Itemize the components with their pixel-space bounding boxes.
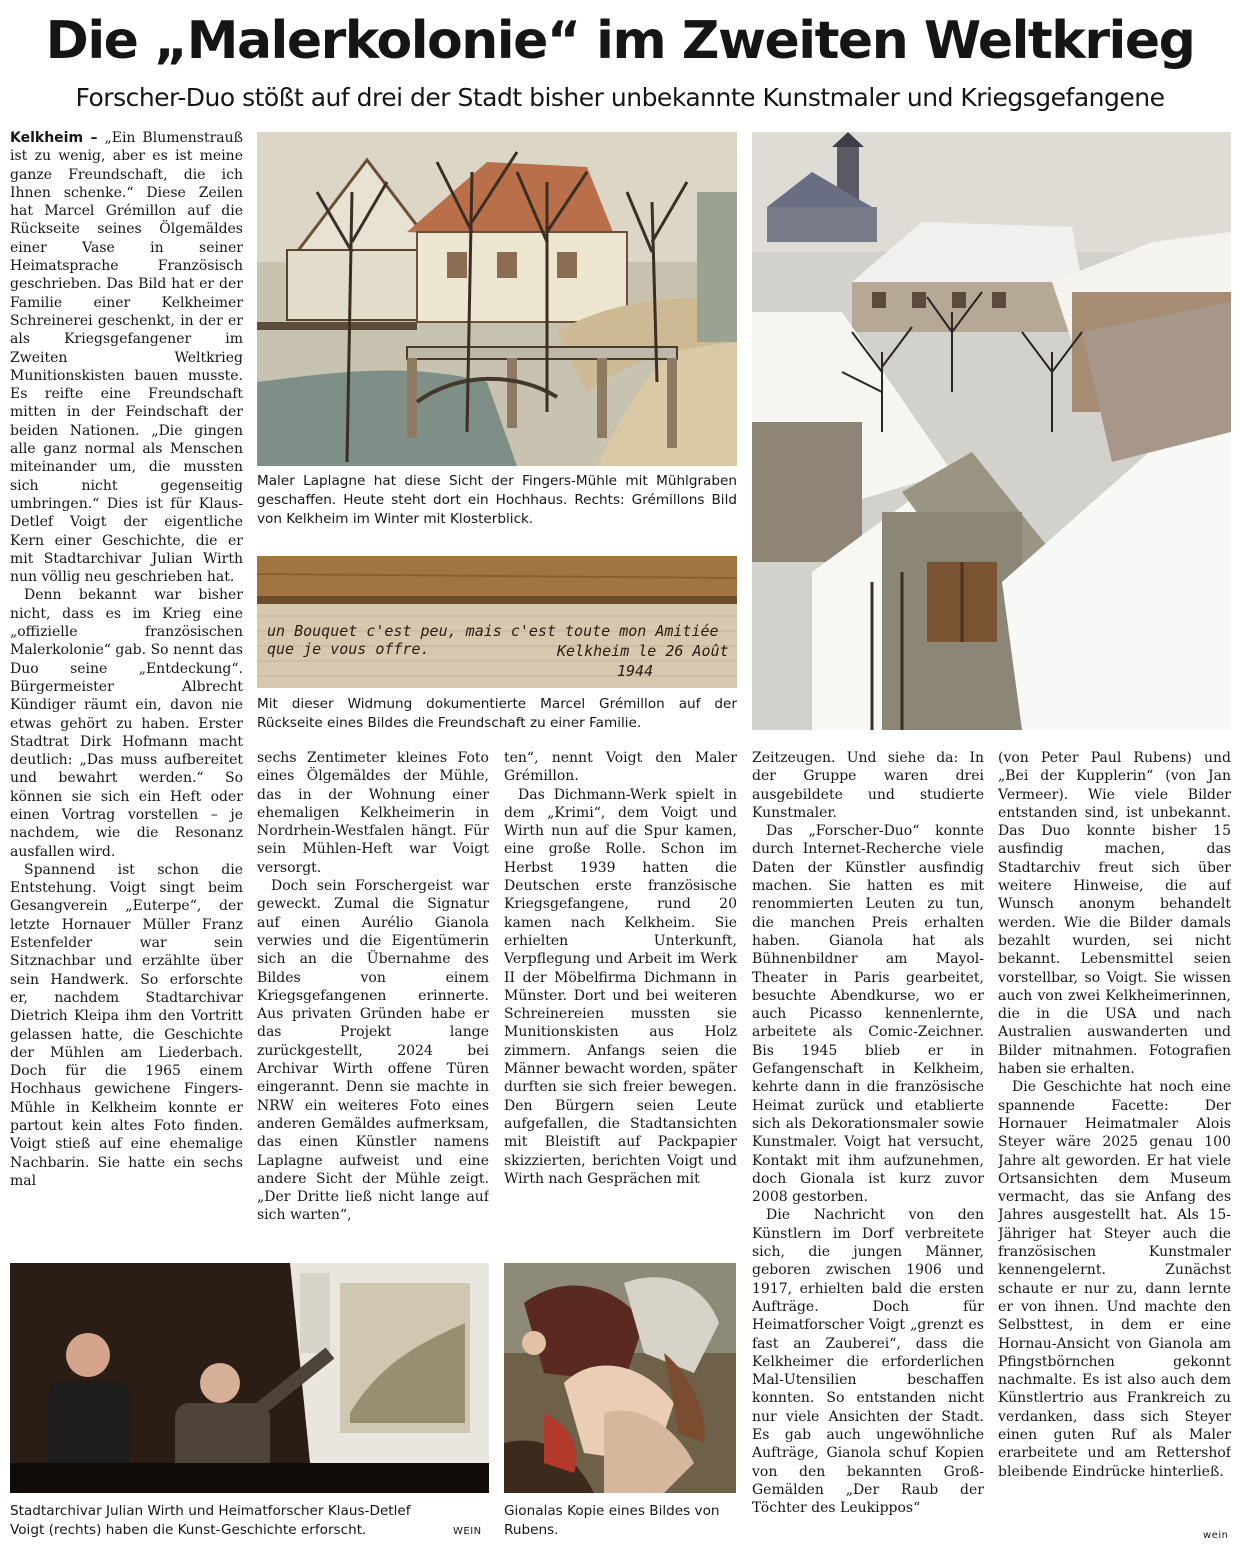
- article-paragraph: Die Nachricht von den Künstlern im Dorf verbreitete sich, die jungen Männer, geboren zwischen 1906 und 1917, erhielten bald die ersten Aufträge. Doch für Heimatforscher Voigt „grenzt es fast an Zauberei“, dass die Kelkheimer die erforderlichen Mal-Utensilien beschaffen konnten. So entstanden nicht nur viele Ansichten der Stadt. Es gab auch ungewöhnliche Aufträge, Gianola schuf Kopien von den bekannten Groß-Gemälden „Der Raub der Töchter des Leukippos“: [752, 1207, 984, 1517]
- article-column-2: [257, 749, 489, 1254]
- photo-credit: WEIN: [453, 1526, 482, 1537]
- dedication-line-2: que je vous offre.: [267, 640, 430, 658]
- dedication-line-1: un Bouquet c'est peu, mais c'est toute mon Amitiée: [267, 622, 719, 640]
- caption-dedication: Mit dieser Widmung dokumentierte Marcel Grémillon auf der Rückseite eines Bildes die Freundschaft zu einer Familie.: [257, 696, 737, 731]
- article-paragraph: „Ein Blumenstrauß ist zu wenig, aber es ist meine ganze Freundschaft, die ich Ihnen schenke.“ Diese Zeilen hat Marcel Grémillon auf die Rückseite seines Ölgemäldes einer Vase in seiner Heimatsprache Französisch geschrieben. Das Bild hat er der Familie einer Kelkheimer Schreinerei geschenkt, in der er als Kriegsgefangener im Zweiten Weltkrieg Munitionskisten bauen musste. Es reifte eine Freundschaft mitten in der Feindschaft der beiden Nationen. „Die gingen alle ganz normal als Menschen miteinander um, die mussten sich nicht gegenseitig umbringen.“ Dies ist für Klaus-Detlef Voigt der eigentliche Kern einer Geschichte, die er mit Stadtarchivar Julian Wirth nun völlig neu geschrieben hat.: [10, 130, 243, 586]
- caption-mill-painting: Maler Laplagne hat diese Sicht der Fingers-Mühle mit Mühlgraben geschaffen. Heute steht dort ein Hochhaus. Rechts: Grémillons Bild von Kelkheim im Winter mit Klosterblick.: [257, 473, 737, 527]
- article-paragraph: Spannend ist schon die Entstehung. Voigt singt beim Gesangverein „Euterpe“, der letzte Hornauer Müller Franz Estenfelder war sein Sitznachbar und erzählte über sein Handwerk. So erforschte er, nachdem Stadtarchivar Dietrich Kleipa ihm den Vortritt gelassen hatte, die Geschichte der Mühlen am Liederbach. Doch für die 1965 einem Hochhaus gewichene Fingers-Mühle in Kelkheim konnte er partout kein altes Foto finden. Voigt stieß auf eine ehemalige Nachbarin. Sie hatte ein sechs mal: [10, 861, 243, 1189]
- article-column-5: [998, 749, 1231, 1544]
- researchers-photo: [10, 1263, 489, 1493]
- dedication-year: 1944: [617, 662, 654, 680]
- caption-rubens: Gionalas Kopie eines Bildes von Rubens.: [504, 1503, 720, 1538]
- article-paragraph: Das Dichmann-Werk spielt in dem „Krimi“, dem Voigt und Wirth nun auf die Spur kamen, eine große Rolle. Schon im Herbst 1939 hatten die Deutschen erste französische Kriegsgefangene, rund 20 kamen nach Kelkheim. Sie erhielten Unterkunft, Verpflegung und Arbeit im Werk II der Möbelfirma Dichmann in Münster. Dort und bei weiteren Schreinereien mussten sie Munitionskisten aus Holz zimmern. Anfangs seien die Männer bewacht worden, später durften sie sich freier bewegen. Den Bürgern seien Leute aufgefallen, die Stadtansichten mit Bleistift auf Packpapier skizzierten, berichten Voigt und Wirth nach Gesprächen mit: [504, 786, 737, 1187]
- article-column-4: [752, 749, 984, 1544]
- article-column-1-top: [10, 129, 243, 1254]
- byline: wein: [1203, 1530, 1229, 1541]
- subheadline: Forscher-Duo stößt auf drei der Stadt bisher unbekannte Kunstmaler und Kriegsgefangene: [75, 83, 1165, 112]
- rubens-copy-image: [504, 1263, 736, 1493]
- article-paragraph: Doch sein Forschergeist war geweckt. Zumal die Signatur auf einen Aurélio Gianola verwies und die Eigentümerin sich an die Übernahme des Bildes von einem Kriegsgefangenen erinnerte. Aus privaten Gründen habe er das Projekt lange zurückgestellt, 2024 bei Archivar Wirth offene Türen eingerannt. Denn sie machte in NRW ein weiteres Foto eines anderen Gemäldes aufmerksam, das einen Künstler namens Laplagne aufweist und eine andere Sicht der Mühle zeigt. „Der Dritte ließ nicht lange auf sich warten“,: [257, 878, 489, 1224]
- article-paragraph: (von Peter Paul Rubens) und „Bei der Kupplerin“ (von Jan Vermeer). Wie viele Bilder entstanden sind, ist unbekannt. Das Duo konnte bisher 15 ausfindig machen, das Stadtarchiv freut sich über weitere Hinweise, die auf Wunsch anonym behandelt werden. Wie die Bilder damals bezahlt wurden, sei nicht bekannt. Lebensmittel seien vorstellbar, so Voigt. Sie wissen auch von zwei Kelkheimerinnen, die in die USA und nach Australien auswanderten und Bilder mitnahmen. Fotografien haben sie erhalten.: [998, 750, 1231, 1078]
- article-column-3: [504, 749, 737, 1254]
- article-paragraph: Denn bekannt war bisher nicht, dass es im Krieg eine „offizielle französischen Malerkolonie“ gab. So nennt das Duo seine „Entdeckung“. Bürgermeister Albrecht Kündiger räumt ein, davon nie etwas gehört zu haben. Erster Stadtrat Dirk Hofmann macht deutlich: „Das muss aufbereitet und bewahrt werden.“ So können sie sich ein Heft oder einen Vortrag vorstellen – je nachdem, wie die Resonanz ausfallen wird.: [10, 587, 243, 860]
- caption-researchers: Stadtarchivar Julian Wirth und Heimatforscher Klaus-Detlef Voigt (rechts) haben die Kunst-Geschichte erforscht.: [10, 1503, 411, 1538]
- dedication-image: [257, 556, 737, 688]
- article-paragraph: ten“, nennt Voigt den Maler Grémillon.: [504, 750, 737, 785]
- dedication-place-date: Kelkheim le 26 Août: [557, 642, 729, 660]
- article-paragraph: Zeitzeugen. Und siehe da: In der Gruppe waren drei ausgebildete und studierte Kunstmaler.: [752, 750, 984, 821]
- winter-painting-image: [752, 132, 1231, 730]
- headline: Die „Malerkolonie“ im Zweiten Weltkrieg: [45, 11, 1195, 71]
- mill-painting-image: [257, 132, 737, 466]
- article-paragraph: Die Geschichte hat noch eine spannende Facette: Der Hornauer Heimatmaler Alois Steyer wäre 2025 genau 100 Jahre alt geworden. Er hat viele Ortsansichten dem Museum vermacht, das sie Anfang des Jahres ausgestellt hat. Als 15-Jähriger hat Steyer auch die französischen Kunstmaler kennengelernt. Zunächst schaute er nur zu, dann lernte er von ihnen. Und machte den Selbsttest, in dem er eine Hornau-Ansicht von Gianola am Pfingstbörnchen gekonnt nachmalte. Es ist also auch dem Künstlertrio aus Frankreich zu verdanken, dass sich Steyer einen guten Ruf als Maler erarbeitete und am Rettershof bleibende Eindrücke hinterließ.: [998, 1079, 1231, 1480]
- dateline: Kelkheim –: [10, 130, 98, 146]
- article-paragraph: sechs Zentimeter kleines Foto eines Ölgemäldes der Mühle, das in der Wohnung einer ehemaligen Kelkheimerin in Nordrhein-Westfalen hängt. Für sein Mühlen-Heft war Voigt versorgt.: [257, 750, 489, 876]
- article-paragraph: Das „Forscher-Duo“ konnte durch Internet-Recherche viele Daten der Künstler ausfindig machen. Sie hatten es mit renommierten Leuten zu tun, die manchen Preis erhalten haben. Gianola hat als Bühnenbildner am Mayol-Theater in Paris gearbeitet, besuchte Abendkurse, wo er auch Picasso kennenlernte, arbeitete als Comic-Zeichner. Bis 1945 blieb er in Gefangenschaft in Kelkheim, kehrte dann in die französische Heimat zurück und etablierte sich als Dekorationsmaler sowie Kunstmaler. Voigt hat versucht, Kontakt mit ihm aufzunehmen, doch Gionala ist kurz zuvor 2008 gestorben.: [752, 823, 984, 1206]
